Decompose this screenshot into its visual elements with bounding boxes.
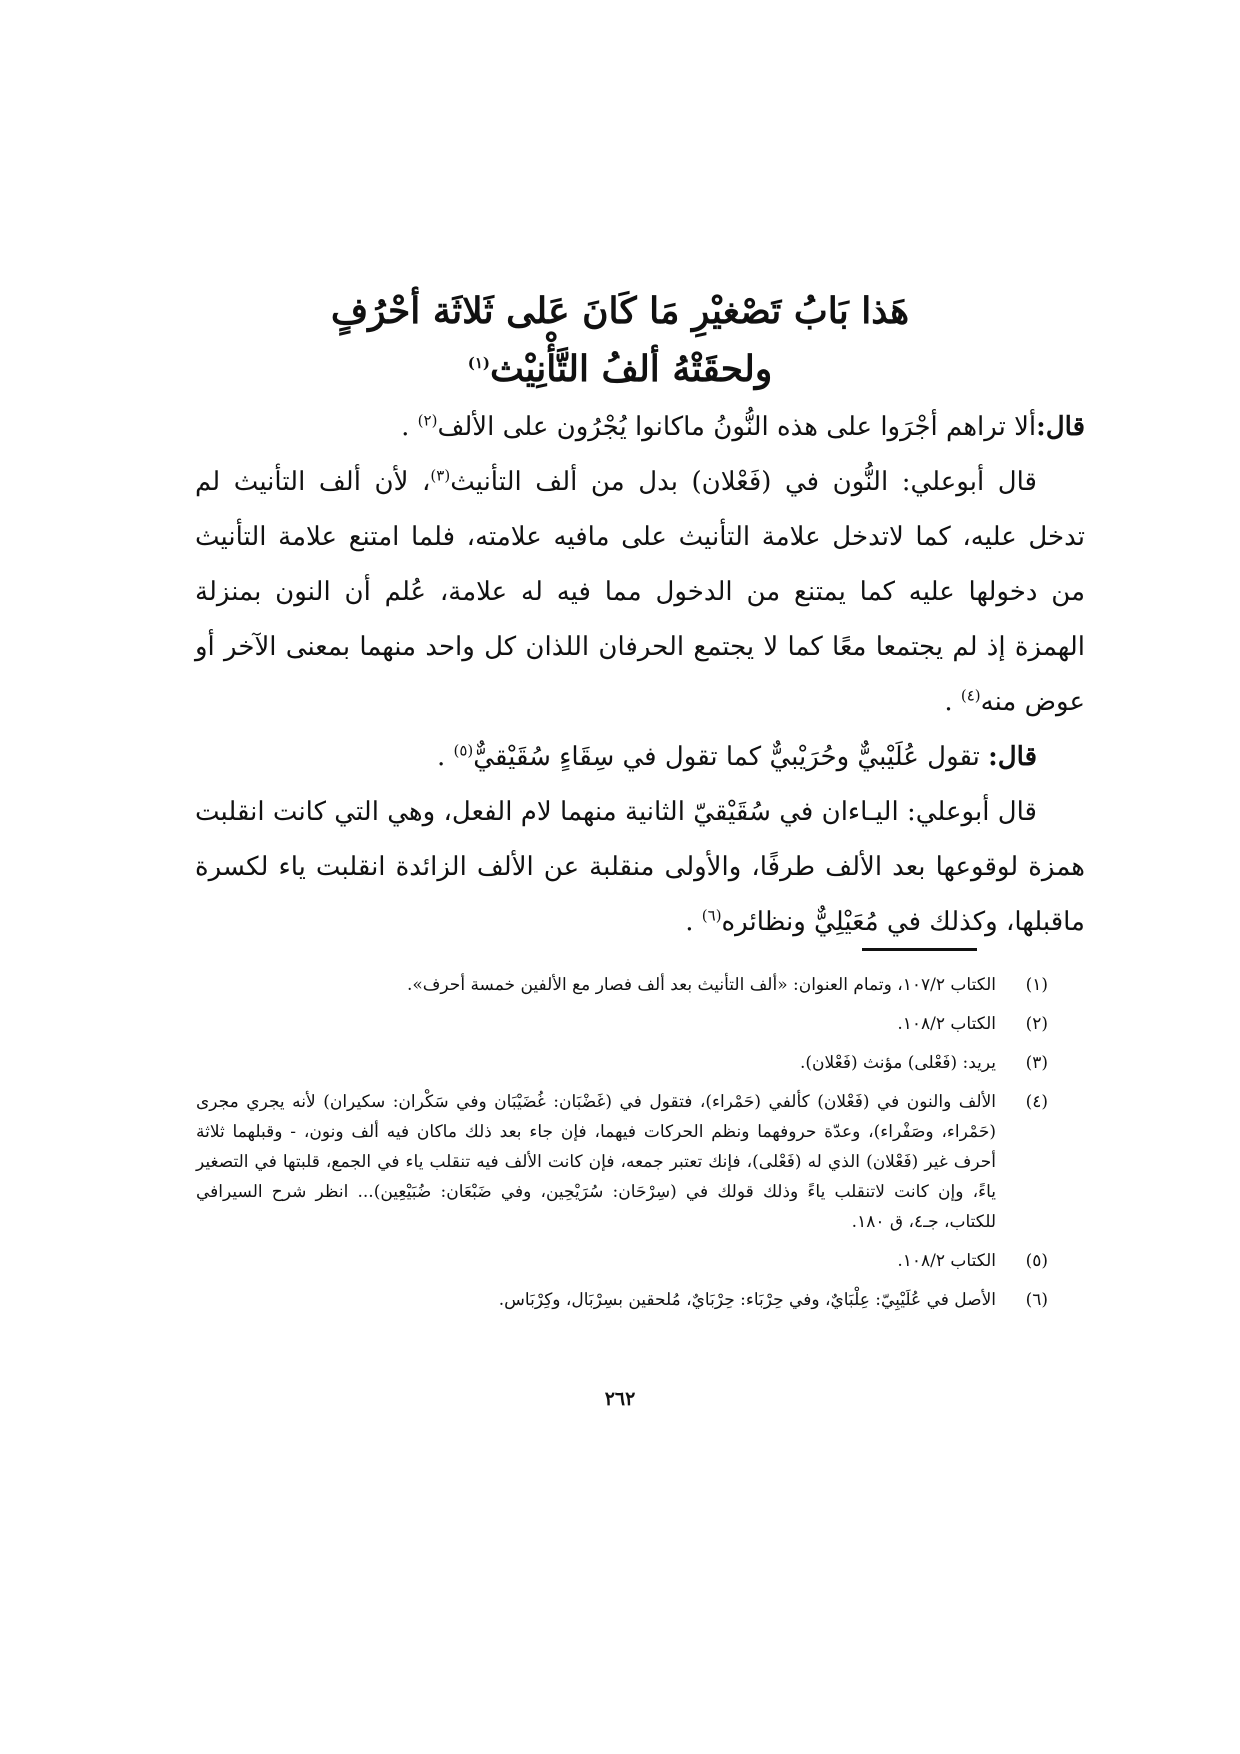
paragraph-2-text-a: قال أبوعلي: النُّون في (فَعْلان) بدل من ألف التأنيث bbox=[450, 467, 1037, 497]
heading-line-1: هَذا بَابُ تَصْغيْرِ مَا كَانَ عَلى ثَلاثَة أحْرُفٍ bbox=[330, 290, 910, 332]
footnote-number: (١) bbox=[1025, 975, 1048, 995]
chapter-heading bbox=[250, 282, 990, 398]
footnote-text: الكتاب ١٠٧/٢، وتمام العنوان: «ألف التأنيث بعد ألف فصار مع الألفين خمسة أحرف». bbox=[407, 975, 996, 995]
paragraph-3-end: . bbox=[436, 742, 454, 772]
paragraph-3-text: تقول عُلَيْبيٌّ وحُرَيْبيٌّ كما تقول في سِقَاءٍ سُقَيْقيٌّ bbox=[473, 742, 989, 772]
paragraph-1-text: ألا تراهم أجْرَوا على هذه النُّونُ ماكانوا يُجْرُون على الألف bbox=[437, 412, 1037, 442]
footnote-text: الألف والنون في (فَعْلان) كألفي (حَمْراء)، فتقول في (غَضْبَان: غُضَيْبَان وفي سَكْران: سكيران) لأنه يجري مجرى (حَمْراء، وصَفْراء)، وعدّة حروفهما ونظم الحركات فيهما، فإن جاء بعد ذلك ماكان فيه ألف ونون، - وقبلهما ثلاثة أحرف غير (فَعْلان) الذي له (فَعْلى)، فإنك تعتبر جمعه، فإن كانت الألف فيه تنقلب ياء في الجمع، قلبتها في التصغير ياءً، وإن كانت لاتنقلب ياءً وذلك قولك في (سِرْحَان: سُرَيْحِين، وفي ضَبْعَان: ضُبَيْعِين)... انظر شرح السيرافي للكتاب، جـ٤، ق ١٨٠. bbox=[196, 1092, 996, 1232]
paragraph-4-text: قال أبوعلي: اليـاءان في سُقَيْقيّ الثانية منهما لام الفعل، وهي التي كانت انقلبت همزة لوقوعها بعد الألف طرفًا، والأولى منقلبة عن الألف الزائدة انقلبت ياء لكسرة ماقبلها، وكذلك في مُعَيْلِيٌّ ونظائره bbox=[195, 797, 1085, 937]
paragraph-3-footnote-ref: (٥) bbox=[453, 741, 474, 760]
paragraph-2-footnote-ref-b: (٤) bbox=[960, 686, 981, 705]
footnote-text: الكتاب ١٠٨/٢. bbox=[897, 1251, 996, 1271]
paragraph-2 bbox=[195, 455, 1085, 730]
footnote-5 bbox=[196, 1246, 1048, 1276]
page-number: ٢٦٢ bbox=[604, 1388, 636, 1410]
paragraph-1-footnote-ref: (٢) bbox=[417, 411, 438, 430]
paragraph-4-end: . bbox=[685, 907, 702, 937]
paragraph-3-label: قال: bbox=[988, 742, 1037, 772]
footnote-3 bbox=[196, 1048, 1048, 1078]
footnote-text: الكتاب ١٠٨/٢. bbox=[897, 1014, 996, 1034]
footnote-divider bbox=[862, 948, 977, 951]
paragraph-1-label: قال: bbox=[1036, 412, 1085, 442]
footnotes bbox=[196, 970, 1048, 1324]
footnote-4 bbox=[196, 1087, 1048, 1237]
footnote-2 bbox=[196, 1009, 1048, 1039]
paragraph-2-text-b: ، لأن ألف التأنيث لم تدخل عليه، كما لاتدخل علامة التأنيث على مافيه علامته، فلما امتنع علامة التأنيث من دخولها عليه كما يمتنع من الدخول مما فيه له علامة، عُلم أن النون بمنزلة الهمزة إذ لم يجتمعا معًا كما لا يجتمع الحرفان اللذان كل واحد منهما بمعنى الآخر أو عوض منه bbox=[195, 467, 1086, 717]
footnote-6 bbox=[196, 1285, 1048, 1315]
paragraph-4-footnote-ref: (٦) bbox=[701, 906, 722, 925]
footnote-text: يريد: (فَعْلى) مؤنث (فَعْلان). bbox=[799, 1053, 996, 1073]
paragraph-2-footnote-ref-a: (٣) bbox=[430, 466, 451, 485]
footnote-1 bbox=[196, 970, 1048, 1000]
footnote-number: (٢) bbox=[1025, 1014, 1048, 1034]
paragraph-1-end: . bbox=[401, 412, 418, 442]
footnote-number: (٦) bbox=[1025, 1290, 1048, 1310]
main-text bbox=[195, 400, 1085, 950]
footnote-number: (٣) bbox=[1025, 1053, 1048, 1073]
paragraph-3 bbox=[195, 730, 1085, 785]
footnote-number: (٤) bbox=[1025, 1092, 1048, 1112]
heading-line-2 bbox=[250, 340, 990, 398]
heading-line-2-text: ولحقَتْهُ ألفُ التَّأْنِيْث bbox=[489, 348, 773, 390]
paragraph-2-end: . bbox=[944, 687, 961, 717]
paragraph-1 bbox=[195, 400, 1085, 455]
paragraph-4 bbox=[195, 785, 1085, 950]
footnote-text: الأصل في عُلَيْبِيّ: عِلْبَايٌ، وفي حِرْبَاء: حِرْبَايٌ، مُلحقين بسِرْبَال، وكِرْبَاس. bbox=[498, 1290, 996, 1310]
footnote-number: (٥) bbox=[1025, 1251, 1048, 1271]
heading-footnote-ref: (١) bbox=[467, 354, 490, 372]
